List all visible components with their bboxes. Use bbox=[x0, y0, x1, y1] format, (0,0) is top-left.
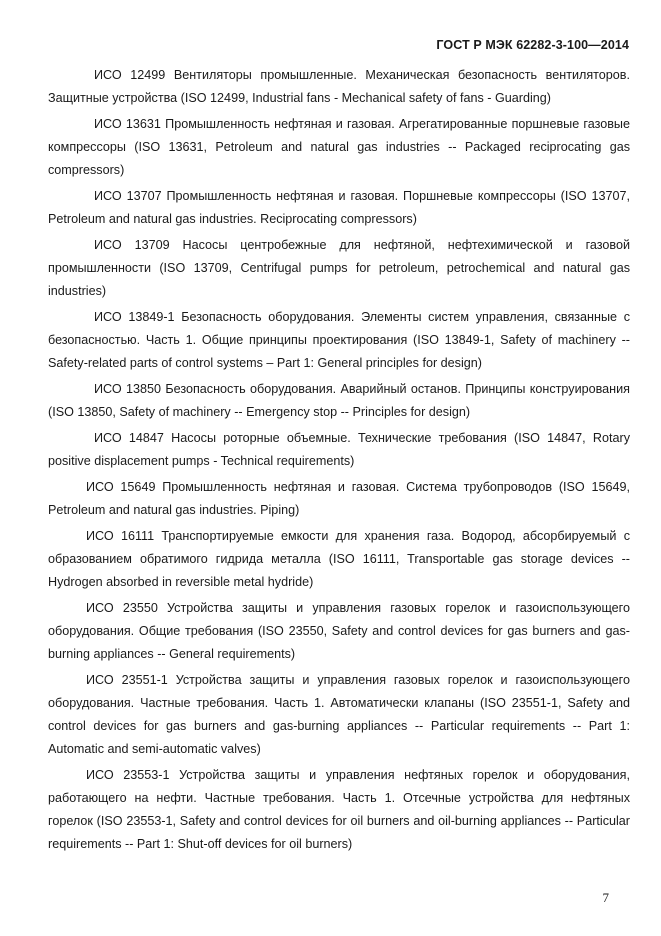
reference-iso-16111: ИСО 16111 Транспортируемые емкости для хранения газа. Водород, абсорбируемый с образованием обратимого гидрида металла (ISO 16111, Transportable gas storage devices -- Hydrogen absorbed in reversible metal hydride) bbox=[48, 529, 630, 589]
document-header: ГОСТ Р МЭК 62282-3-100—2014 bbox=[436, 38, 629, 52]
reference-iso-13707: ИСО 13707 Промышленность нефтяная и газовая. Поршневые компрессоры (ISO 13707, Petroleum and natural gas industries. Reciprocating compressors) bbox=[48, 189, 630, 226]
references-list bbox=[48, 64, 630, 859]
reference-iso-13709: ИСО 13709 Насосы центробежные для нефтяной, нефтехимической и газовой промышленности (ISO 13709, Centrifugal pumps for petroleum, petrochemical and natural gas industries) bbox=[48, 238, 630, 298]
reference-iso-23550: ИСО 23550 Устройства защиты и управления газовых горелок и газоиспользующего оборудования. Общие требования (ISO 23550, Safety and control devices for gas burners and gas-burning appliances -- General requirements) bbox=[48, 601, 630, 661]
reference-iso-14847: ИСО 14847 Насосы роторные объемные. Технические требования (ISO 14847, Rotary positive displacement pumps - Technical requirements) bbox=[48, 431, 630, 468]
reference-iso-13849-1: ИСО 13849-1 Безопасность оборудования. Элементы систем управления, связанные с безопасностью. Часть 1. Общие принципы проектирования (ISO 13849-1, Safety of machinery -- Safety-related parts of control systems – Part 1: General principles for design) bbox=[48, 310, 630, 370]
reference-iso-12499: ИСО 12499 Вентиляторы промышленные. Механическая безопасность вентиляторов. Защитные устройства (ISO 12499, Industrial fans - Mechanical safety of fans - Guarding) bbox=[48, 68, 630, 105]
reference-iso-13850: ИСО 13850 Безопасность оборудования. Аварийный останов. Принципы конструирования (ISO 13850, Safety of machinery -- Emergency stop -- Principles for design) bbox=[48, 382, 630, 419]
reference-iso-13631: ИСО 13631 Промышленность нефтяная и газовая. Агрегатированные поршневые газовые компрессоры (ISO 13631, Petroleum and natural gas industries -- Packaged reciprocating gas compressors) bbox=[48, 117, 630, 177]
page-number: 7 bbox=[602, 890, 609, 905]
reference-iso-23553-1: ИСО 23553-1 Устройства защиты и управления нефтяных горелок и оборудования, работающего на нефти. Частные требования. Часть 1. Отсечные устройства для нефтяных горелок (ISO 23553-1, Safety and control devices for oil burners and oil-burning appliances -- Particular requirements -- Part 1: Shut-off devices for oil burners) bbox=[48, 768, 630, 851]
reference-iso-15649: ИСО 15649 Промышленность нефтяная и газовая. Система трубопроводов (ISO 15649, Petroleum and natural gas industries. Piping) bbox=[48, 480, 630, 517]
reference-iso-23551-1: ИСО 23551-1 Устройства защиты и управления газовых горелок и газоиспользующего оборудования. Частные требования. Часть 1. Автоматически клапаны (ISO 23551-1, Safety and control devices for gas burners and gas-burning appliances -- Particular requirements -- Part 1: Automatic and semi-automatic valves) bbox=[48, 673, 630, 756]
